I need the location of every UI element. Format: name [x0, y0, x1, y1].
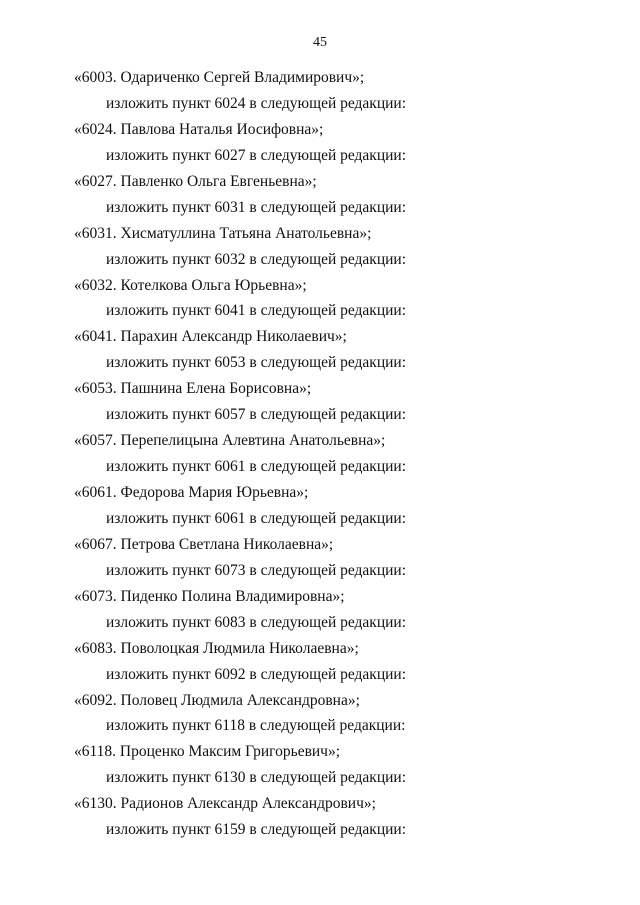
- amendment-instruction: изложить пункт 6061 в следующей редакции:: [106, 509, 407, 527]
- list-item-entry: «6073. Пиденко Полина Владимировна»;: [74, 587, 345, 605]
- amendment-instruction: изложить пункт 6159 в следующей редакции:: [106, 821, 407, 839]
- list-item-entry: «6032. Котелкова Ольга Юрьевна»;: [74, 276, 307, 294]
- amendment-instruction: изложить пункт 6024 в следующей редакции:: [106, 94, 407, 112]
- page-number: 45: [313, 35, 327, 50]
- list-item-entry: «6027. Павленко Ольга Евгеньевна»;: [74, 172, 317, 190]
- amendment-instruction: изложить пункт 6073 в следующей редакции:: [106, 561, 407, 579]
- amendment-instruction: изложить пункт 6083 в следующей редакции:: [106, 613, 407, 631]
- list-item-entry: «6092. Половец Людмила Александровна»;: [74, 691, 360, 709]
- list-item-entry: «6003. Одариченко Сергей Владимирович»;: [74, 69, 365, 86]
- amendment-instruction: изложить пункт 6027 в следующей редакции:: [106, 146, 407, 164]
- amendment-instruction: изложить пункт 6057 в следующей редакции:: [106, 406, 407, 424]
- amendment-instruction: изложить пункт 6130 в следующей редакции:: [106, 769, 407, 787]
- list-item-entry: «6067. Петрова Светлана Николаевна»;: [74, 535, 334, 553]
- list-item-entry: «6061. Федорова Мария Юрьевна»;: [74, 484, 309, 501]
- list-item-entry: «6057. Перепелицына Алевтина Анатольевна»;: [74, 432, 386, 450]
- amendment-instruction: изложить пункт 6053 в следующей редакции:: [106, 354, 407, 372]
- list-item-entry: «6118. Проценко Максим Григорьевич»;: [74, 743, 341, 761]
- amendment-instruction: изложить пункт 6041 в следующей редакции:: [106, 302, 407, 320]
- amendment-instruction: изложить пункт 6118 в следующей редакции:: [106, 717, 406, 735]
- list-item-entry: «6130. Радионов Александр Александрович»;: [74, 795, 376, 813]
- list-item-entry: «6024. Павлова Наталья Иосифовна»;: [74, 120, 324, 138]
- list-item-entry: «6083. Поволоцкая Людмила Николаевна»;: [74, 639, 359, 657]
- list-item-entry: «6053. Пашнина Елена Борисовна»;: [74, 380, 312, 398]
- amendment-instruction: изложить пункт 6092 в следующей редакции:: [106, 665, 407, 683]
- list-item-entry: «6041. Парахин Александр Николаевич»;: [74, 328, 347, 346]
- document-body: [0, 65, 640, 843]
- amendment-instruction: изложить пункт 6031 в следующей редакции:: [106, 198, 407, 216]
- amendment-instruction: изложить пункт 6061 в следующей редакции:: [106, 458, 407, 476]
- list-item-entry: «6031. Хисматуллина Татьяна Анатольевна»;: [74, 224, 372, 242]
- amendment-instruction: изложить пункт 6032 в следующей редакции:: [106, 250, 407, 268]
